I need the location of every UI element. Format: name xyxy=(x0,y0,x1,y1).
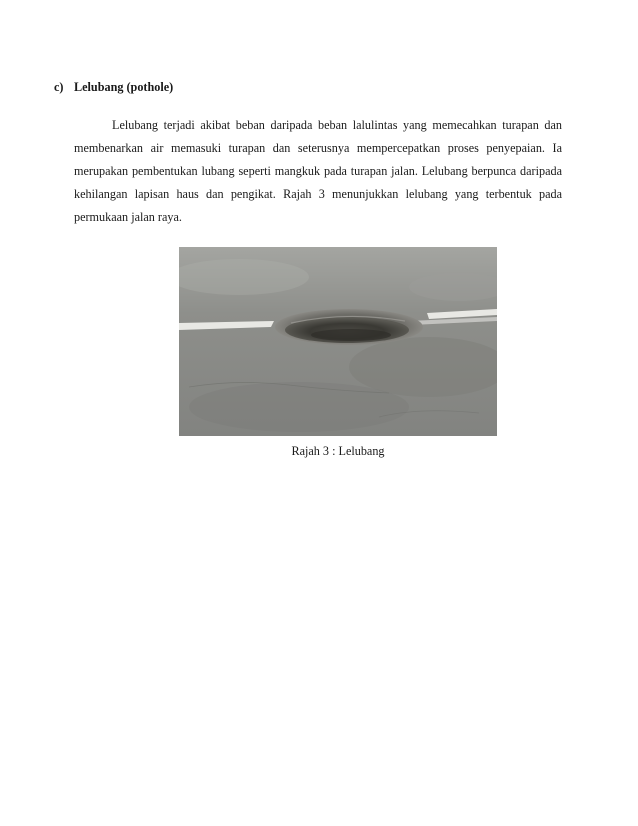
body-paragraph: Lelubang terjadi akibat beban daripada beban lalulintas yang memecahkan turapan dan membenarkan air memasuki turapan dan seterusnya mempercepatkan proses penyepaian. Ia merupakan pembentukan lubang seperti mangkuk pada turapan jalan. Lelubang berpunca daripada kehilangan lapisan haus dan pengikat. Rajah 3 menunjukkan lelubang yang terbentuk pada permukaan jalan raya. xyxy=(74,118,562,224)
figure-caption: Rajah 3 : Lelubang xyxy=(291,444,385,458)
section-title: Lelubang (pothole) xyxy=(74,80,174,94)
section-marker: c) xyxy=(54,80,64,94)
section-heading xyxy=(54,80,173,95)
pothole-photo xyxy=(179,247,497,436)
